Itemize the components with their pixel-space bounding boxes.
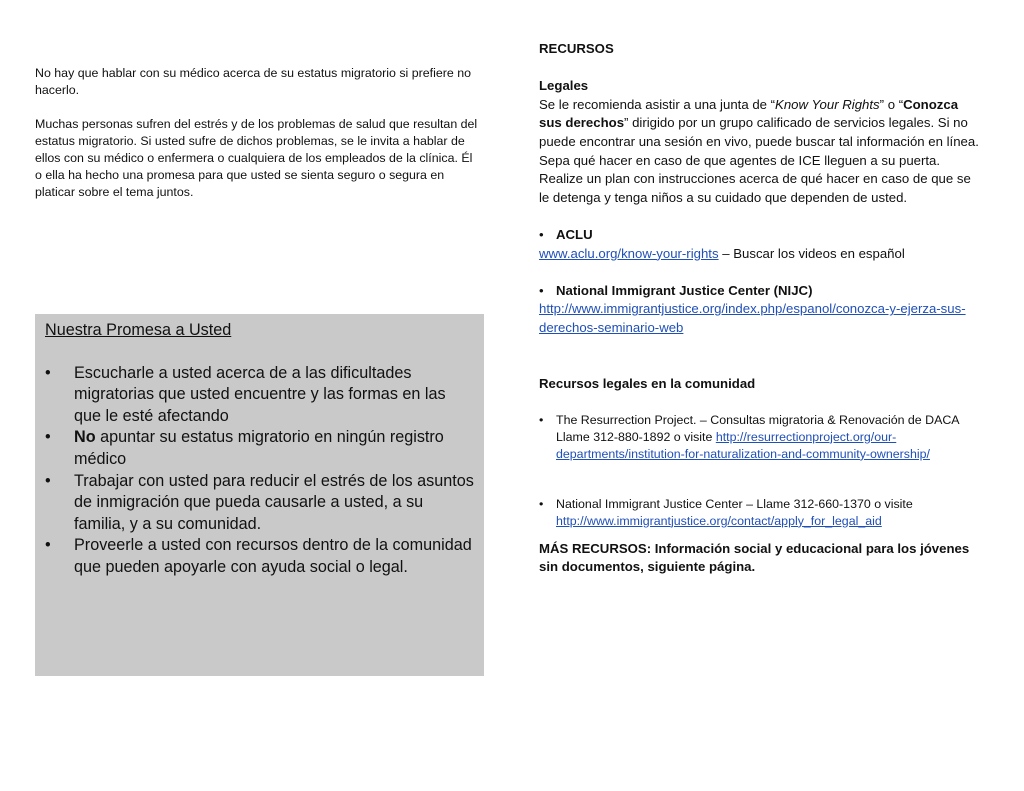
intro-text [35,65,480,218]
nijc-legal-aid-item: • National Immigrant Justice Center – Llame 312-660-1370 o visite http://www.immigrantjustice.org/contact/apply_for_legal_aid [539,496,979,530]
conozca-derechos-text: Conozca sus derechos [539,96,959,131]
resurrection-project-item: • The Resurrection Project. – Consultas migratoria & Renovación de DACA Llame 312-880-1892 o visite http://resurrectionproject.org/our-departments/institution-for-naturalization-and-community-ownership/ [539,412,979,463]
legal-paragraph: Se le recomienda asistir a una junta de “Know Your Rights” o “Conozca sus derechos” dirigido por un grupo calificado de servicios legales. Si no puede encontrar una sesión en vivo, puede buscar tal información en línea. Sepa qué hacer en caso de que agentes de ICE lleguen a su puerta. Realize un plan con instrucciones acerca de qué hacer en caso de que se le detenga y tenga niños a su cuidado que dependen de usted. [539,96,979,205]
promise-item-resources: • Proveerle a usted con recursos dentro de la comunidad que pueden apoyarle con ayuda social o legal. [45,535,474,578]
promise-box [35,314,484,676]
promise-item-reduce-stress: • Trabajar con usted para reducir el estrés de los asuntos de inmigración que pueda causarle a usted, a su familia, y a su comunidad. [45,471,474,536]
nijc-line [539,300,979,337]
promise-item-listen: • Escucharle a usted acerca de a las dificultades migratorias que usted encuentre y las formas en las que le esté afectando [45,363,474,428]
more-resources: MÁS RECURSOS: Información social y educacional para los jóvenes sin documentos, siguiente página. [539,540,970,575]
legal-heading: Legales [539,78,589,94]
promise-list [45,363,474,579]
promise-item-no-record-text: apuntar su estatus migratorio en ningún registro médico [74,428,444,468]
intro-paragraph-2: Muchas personas sufren del estrés y de los problemas de salud que resultan del estatus migratorio. Si usted sufre de dichos problemas, se le invita a hablar de ellos con su médico o enfermera o cualquiera de los empleados de la clínica. Él o ella ha hecho una promesa para que usted se sienta seguro o segura en platicar sobre el tema juntos. [35,117,478,199]
nijc-label: • National Immigrant Justice Center (NIJC) [539,282,979,301]
resources-heading: RECURSOS [539,41,614,56]
resources-column [539,40,979,577]
promise-item-no-record [45,427,474,470]
resurrection-project-link[interactable]: http://resurrectionproject.org/our-departments/institution-for-naturalization-and-community-ownership/ [556,429,930,461]
know-your-rights-text: Know Your Rights [775,96,880,112]
nijc-link[interactable]: http://www.immigrantjustice.org/index.php/espanol/conozca-y-ejerza-sus-derechos-seminario-web [539,301,966,335]
promise-no-bold: No [74,428,96,447]
intro-paragraph-1: No hay que hablar con su médico acerca de su estatus migratorio si prefiere no hacerlo. [35,66,471,97]
aclu-link[interactable]: www.aclu.org/know-your-rights [539,245,719,261]
aclu-line: www.aclu.org/know-your-rights – Buscar los videos en español [539,245,905,261]
community-list [539,412,979,530]
community-heading: Recursos legales en la comunidad [539,375,756,391]
promise-title: Nuestra Promesa a Usted [45,321,232,339]
aclu-label: • ACLU [539,226,979,245]
nijc-legal-aid-link[interactable]: http://www.immigrantjustice.org/contact/apply_for_legal_aid [556,513,882,528]
